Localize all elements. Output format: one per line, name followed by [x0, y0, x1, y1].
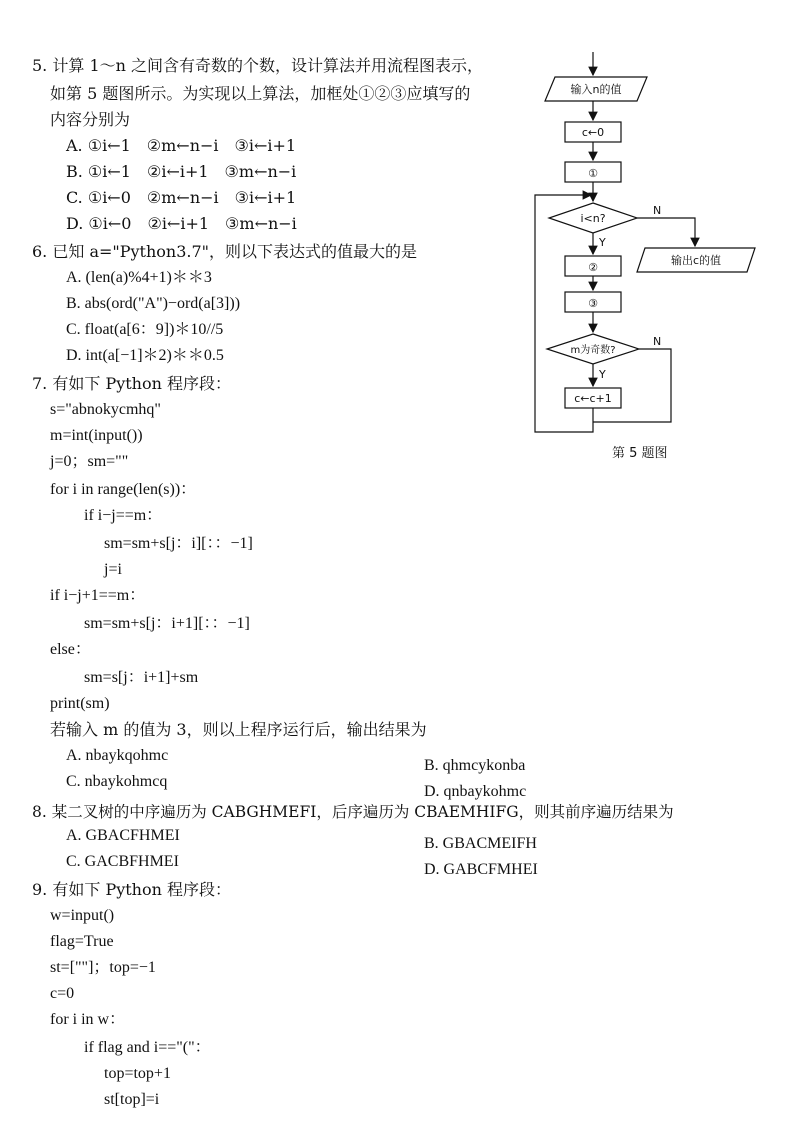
q7-code-line: sm=sm+s[j：i+1][：：−1] [84, 615, 250, 632]
q7-code-line: s="abnokycmhq" [50, 401, 161, 418]
q7-option-d: D. qnbaykohmc [424, 783, 527, 800]
q7-code-line: else： [50, 641, 91, 658]
flow-yes-label-1: Y [599, 236, 606, 249]
flow-output-text: 输出c的值 [670, 254, 722, 267]
q9-code-line: top=top+1 [104, 1065, 171, 1082]
q5-stem-line2: 如第 5 题图所示。为实现以上算法，加框处①②③应填写的 [50, 84, 471, 103]
flow-input-text: 输入n的值 [570, 83, 622, 96]
flow-init-text: c←0 [581, 126, 605, 139]
q7-option-a: A. nbaykqohmc [66, 747, 169, 764]
q9-code-line: c=0 [50, 985, 75, 1002]
q7-code-line: if i−j==m： [84, 507, 163, 524]
q5-option-b: B. ①i←1 ②i←i+1 ③m←n−i [66, 162, 297, 181]
q7-code-line: if i−j+1==m： [50, 587, 146, 604]
flow-arrow [637, 218, 695, 246]
q9-code-line: st[top]=i [104, 1091, 160, 1108]
q5-option-d: D. ①i←0 ②i←i+1 ③m←n−i [66, 214, 297, 233]
q7-question: 若输入 m 的值为 3，则以上程序运行后，输出结果为 [50, 720, 427, 739]
flow-box-3-text: ③ [588, 297, 598, 310]
q7-option-c: C. nbaykohmcq [66, 773, 168, 790]
q7-code-line: sm=sm+s[j：i][：：−1] [104, 535, 253, 552]
q8-option-a: A. GBACFHMEI [66, 827, 180, 844]
q6-stem: 6. 已知 a="Python3.7"，则以下表达式的值最大的是 [32, 242, 418, 261]
q7-code-line: print(sm) [50, 695, 110, 712]
flow-decision-1-text: i<n? [580, 212, 606, 225]
q7-code-line: sm=s[j：i+1]+sm [84, 669, 199, 686]
q6-option-c: C. float(a[6：9])＊10//5 [66, 321, 224, 338]
q8-option-d: D. GABCFMHEI [424, 861, 538, 878]
q5-option-a: A. ①i←1 ②m←n−i ③i←i+1 [66, 136, 297, 155]
flowchart-caption: 第 5 题图 [612, 446, 668, 461]
q5-flowchart [525, 50, 775, 440]
q7-option-b: B. qhmcykonba [424, 757, 526, 774]
flow-decision-2-text: m为奇数? [570, 345, 616, 356]
q9-stem: 9. 有如下 Python 程序段： [32, 880, 232, 899]
flow-no-label-2: N [653, 335, 662, 348]
flow-box-1-text: ① [588, 167, 598, 180]
q8-option-b: B. GBACMEIFH [424, 835, 537, 852]
q8-stem: 8. 某二叉树的中序遍历为 CABGHMEFI，后序遍历为 CBAEMHIFG，则其前序遍历结果为 [32, 803, 674, 821]
q8-option-c: C. GACBFHMEI [66, 853, 179, 870]
q7-code-line: j=i [104, 561, 122, 578]
q6-option-b: B. abs(ord("A")−ord(a[3])) [66, 295, 241, 312]
q6-option-a: A. (len(a)%4+1)＊＊3 [66, 269, 212, 286]
q7-code-line: m=int(input()) [50, 427, 143, 444]
q9-code-line: if flag and i=="("： [84, 1039, 211, 1056]
flow-inc-text: c←c+1 [574, 392, 612, 405]
q9-code-line: st=[""]；top=−1 [50, 959, 156, 976]
q5-stem-line3: 内容分别为 [50, 110, 131, 129]
q7-code-line: j=0；sm="" [50, 453, 129, 470]
q9-code-line: for i in w： [50, 1011, 126, 1028]
flow-no-label-1: N [653, 204, 662, 217]
q9-code-line: flag=True [50, 933, 114, 950]
flow-yes-label-2: Y [599, 368, 606, 381]
q9-code-line: w=input() [50, 907, 115, 924]
q7-code-line: for i in range(len(s))： [50, 481, 197, 498]
q5-option-c: C. ①i←0 ②m←n−i ③i←i+1 [66, 188, 297, 207]
q7-stem: 7. 有如下 Python 程序段： [32, 374, 232, 393]
flow-box-2-text: ② [588, 261, 598, 274]
q5-stem-line1: 5. 计算 1～n 之间含有奇数的个数，设计算法并用流程图表示， [32, 56, 484, 75]
q6-option-d: D. int(a[−1]＊2)＊＊0.5 [66, 347, 224, 364]
